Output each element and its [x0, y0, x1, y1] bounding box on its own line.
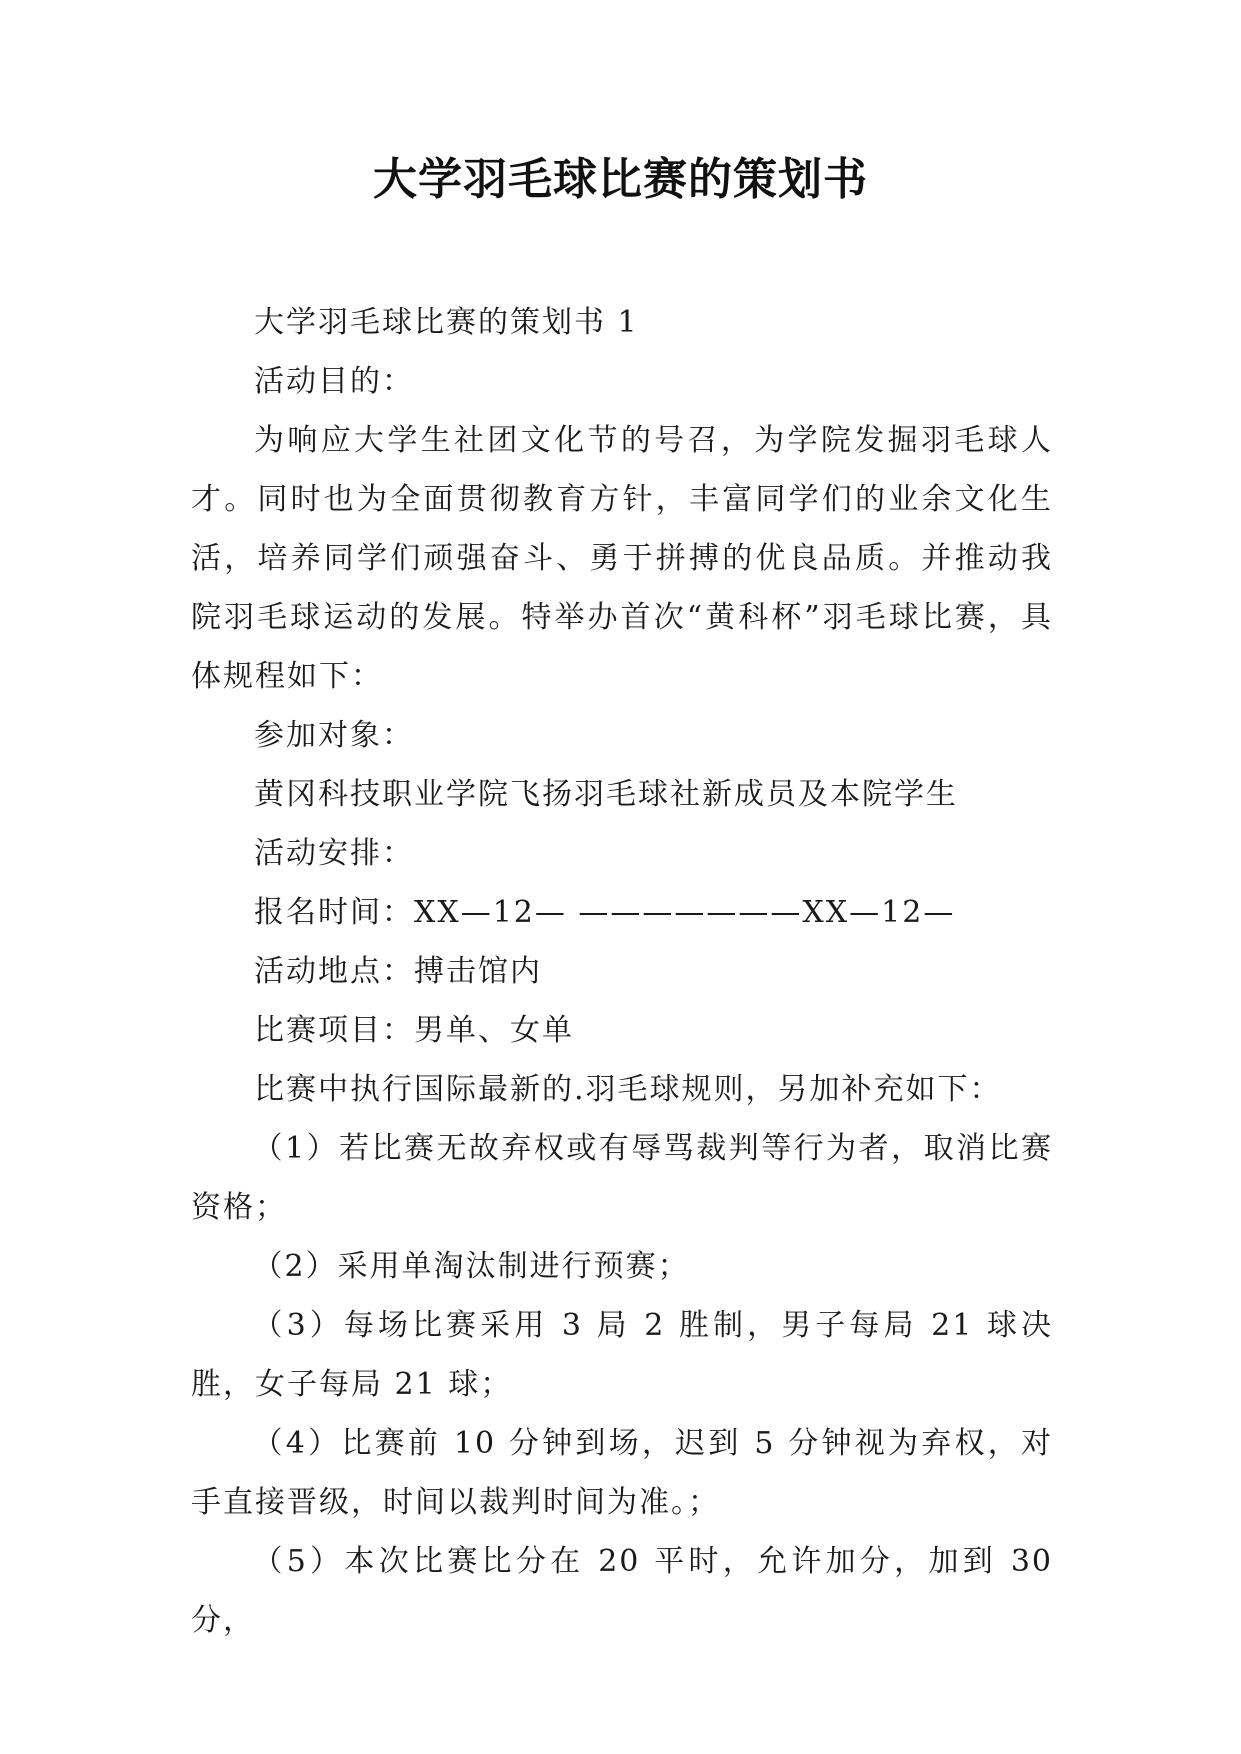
document-body — [191, 293, 1053, 1650]
rule-item: （2）采用单淘汰制进行预赛； — [252, 1249, 690, 1284]
document-title: 大学羽毛球比赛的策划书 — [373, 154, 868, 205]
venue: 活动地点：搏击馆内 — [254, 954, 542, 989]
rule-item: （4）比赛前 10 分钟到场，迟到 5 分钟视为弃权，对手直接晋级，时间以裁判时间为准。； — [191, 1426, 1053, 1520]
rules-intro: 比赛中执行国际最新的.羽毛球规则，另加补充如下： — [254, 1072, 1002, 1107]
rule-item: （3）每场比赛采用 3 局 2 胜制，男子每局 21 球决胜，女子每局 21 球； — [191, 1308, 1053, 1402]
events: 比赛项目：男单、女单 — [254, 1013, 574, 1048]
participants-paragraph: 黄冈科技职业学院飞扬羽毛球社新成员及本院学生 — [254, 777, 958, 812]
registration-time: 报名时间：XX—12— ———————XX—12— — [254, 895, 956, 930]
schedule-label: 活动安排： — [254, 836, 414, 871]
purpose-label: 活动目的： — [254, 364, 414, 399]
rule-item: （1）若比赛无故弃权或有辱骂裁判等行为者，取消比赛资格； — [191, 1131, 1053, 1225]
participants-label: 参加对象： — [254, 718, 414, 753]
section-heading: 大学羽毛球比赛的策划书 1 — [254, 305, 639, 340]
purpose-paragraph: 为响应大学生社团文化节的号召，为学院发掘羽毛球人才。同时也为全面贯彻教育方针，丰富同学们的业余文化生活，培养同学们顽强奋斗、勇于拼搏的优良品质。并推动我院羽毛球运动的发展。特举办首次“黄科杯”羽毛球比赛，具体规程如下： — [191, 423, 1053, 694]
rule-item: （5）本次比赛比分在 20 平时，允许加分，加到 30 分， — [191, 1544, 1053, 1638]
